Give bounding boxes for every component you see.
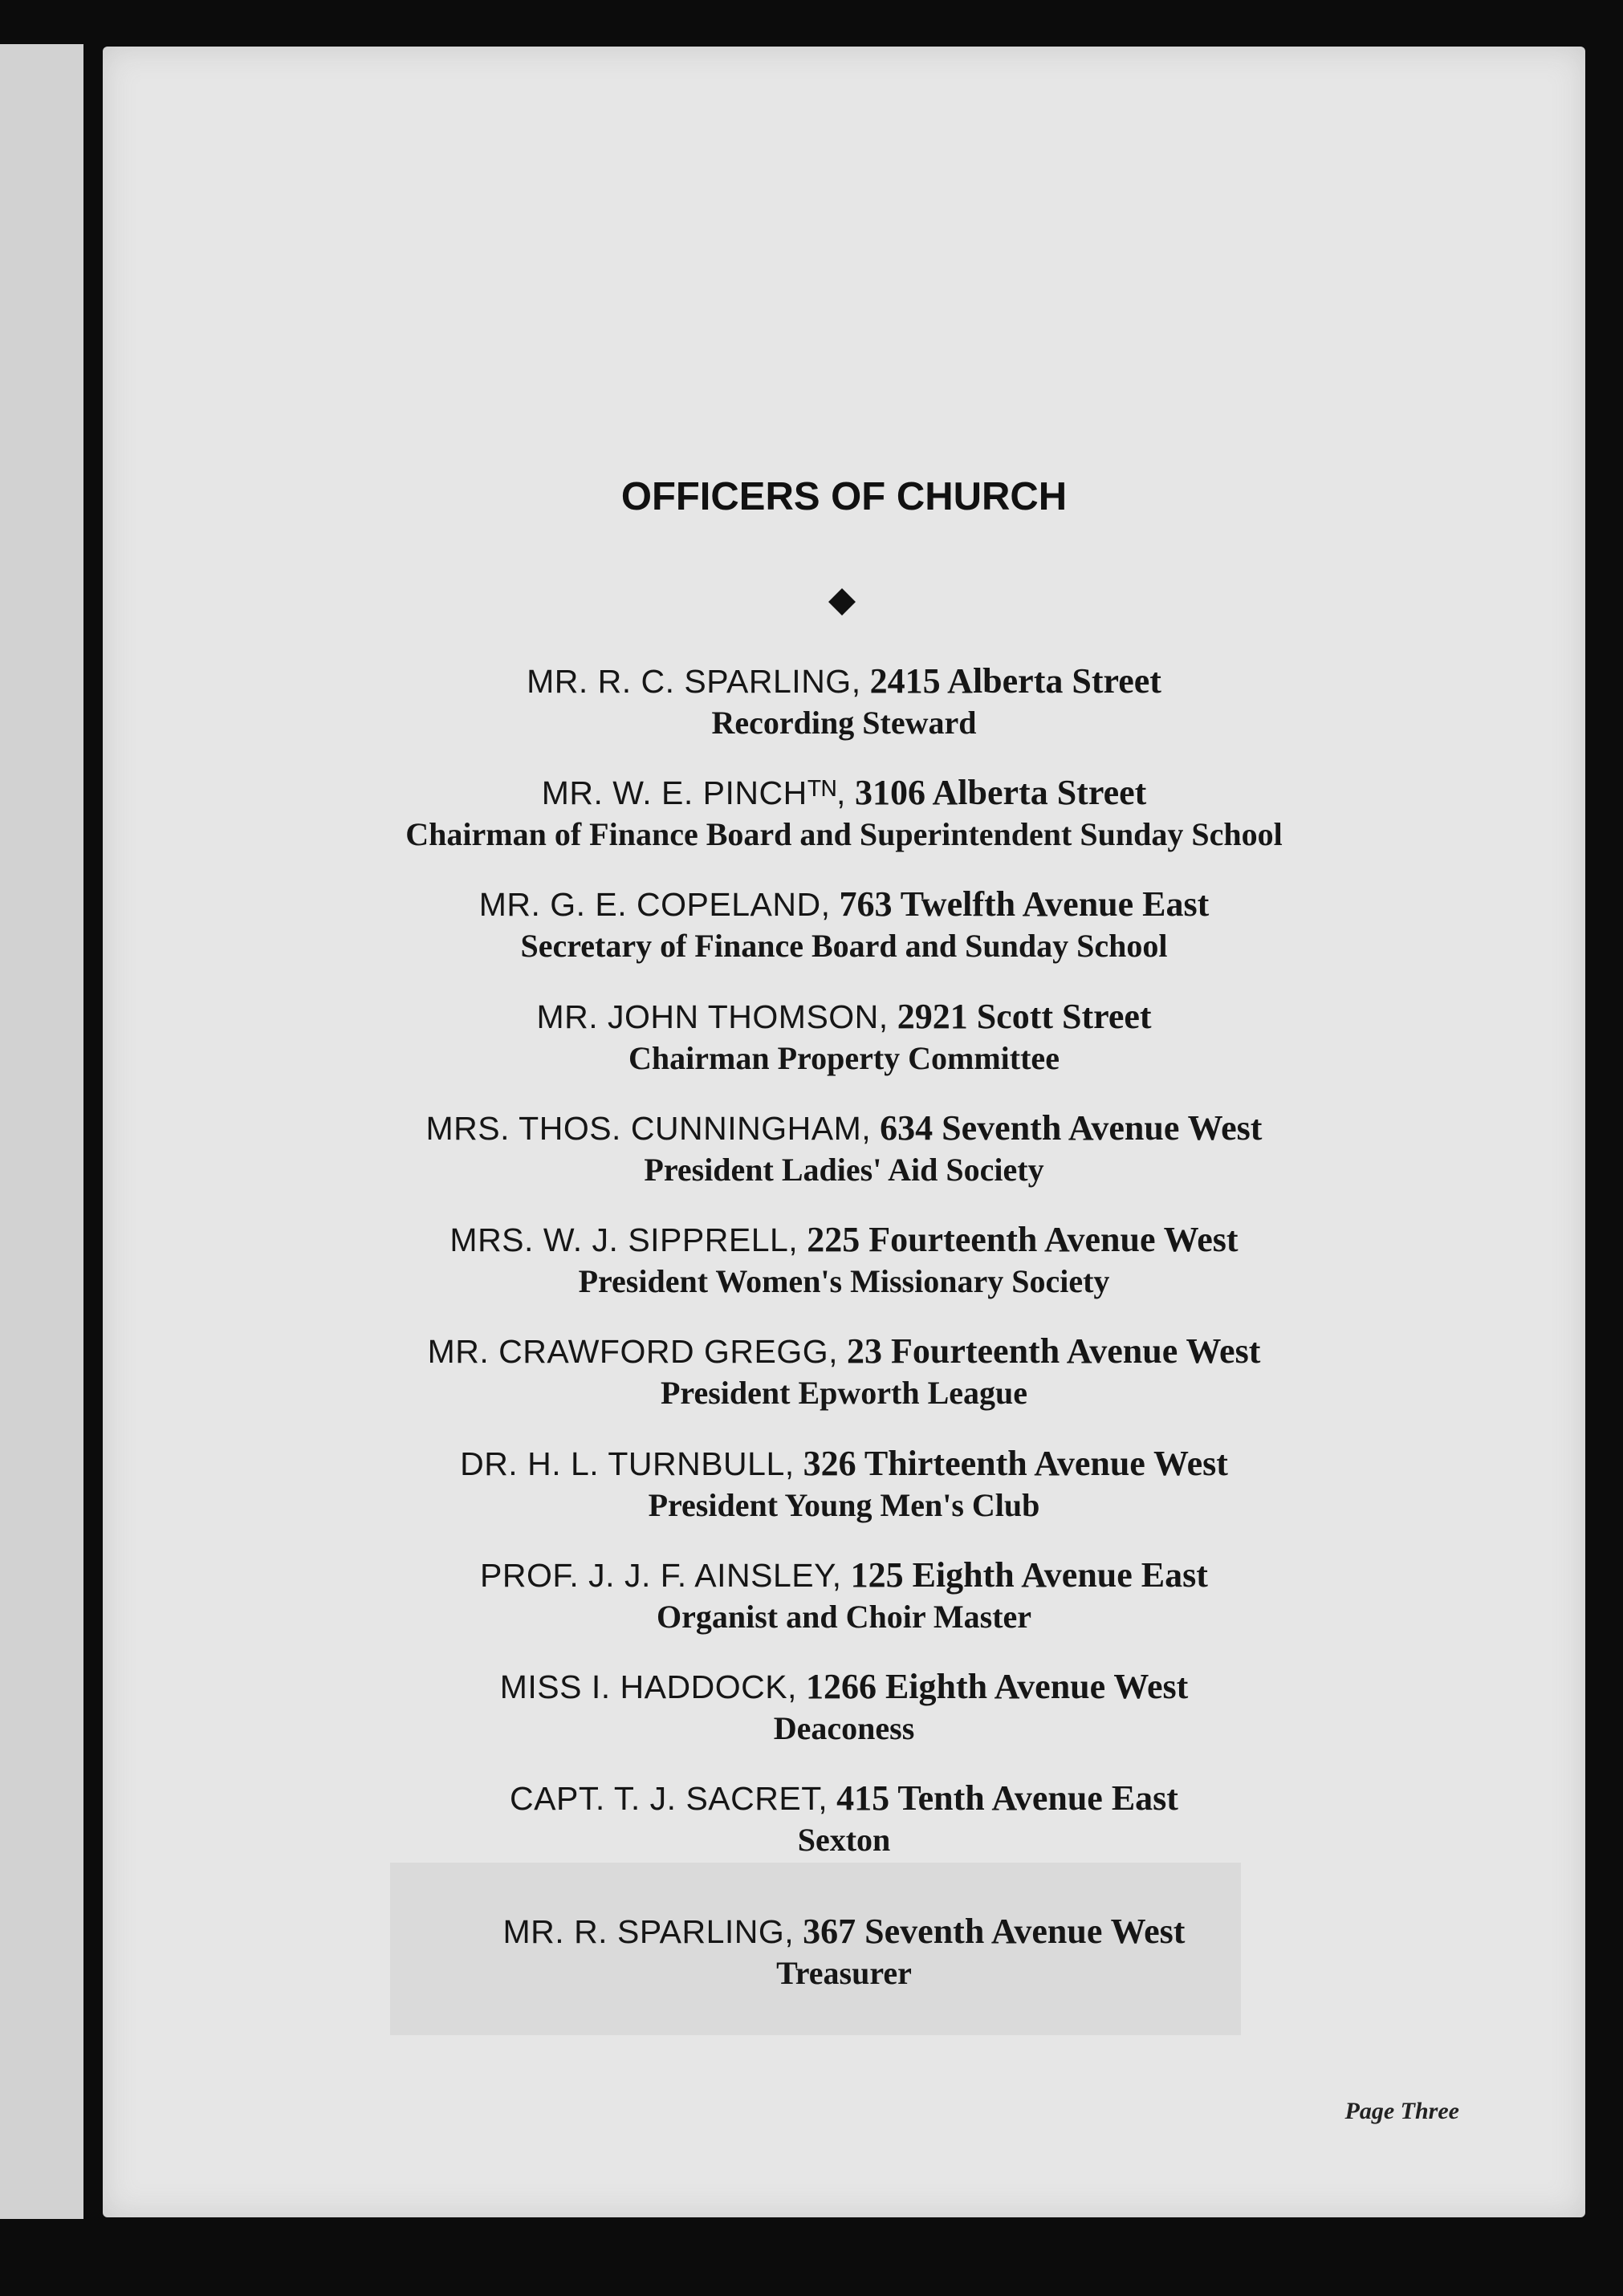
officer-role: President Ladies' Aid Society (644, 1152, 1044, 1188)
officer-name-line (103, 1778, 1585, 1819)
officer-role: Organist and Choir Master (656, 1599, 1032, 1635)
officer-entry (103, 884, 1585, 967)
officer-name: MR. G. E. COPELAND, (478, 886, 831, 923)
officer-address: 1266 Eighth Avenue West (805, 1667, 1189, 1706)
officer-role: Recording Steward (711, 705, 977, 741)
officer-entry (103, 1219, 1585, 1302)
page-title: OFFICERS OF CHURCH (620, 475, 1068, 518)
officer-name-line (103, 660, 1585, 702)
officer-name: MR. R. SPARLING, (502, 1913, 795, 1950)
officer-role: Chairman of Finance Board and Superintendent Sunday School (405, 816, 1283, 852)
officer-name-line (103, 1666, 1585, 1708)
officer-name: DR. H. L. TURNBULL, (460, 1445, 795, 1482)
officer-name-line (103, 772, 1585, 814)
officer-address: 2921 Scott Street (897, 997, 1152, 1036)
officer-name-line (103, 1331, 1585, 1372)
officer-address: 763 Twelfth Avenue East (839, 884, 1210, 924)
officer-entry (103, 1778, 1585, 1861)
officer-entry (103, 1554, 1585, 1638)
document-page (103, 47, 1585, 2217)
officer-address: 2415 Alberta Street (869, 661, 1161, 701)
page-number: Page Three (1344, 2098, 1459, 2124)
officer-name-line (103, 1554, 1585, 1596)
officer-role: Sexton (797, 1822, 891, 1858)
officer-role: President Women's Missionary Society (578, 1263, 1110, 1299)
officer-name: MRS. THOS. CUNNINGHAM, (425, 1110, 872, 1147)
officer-name: MR. JOHN THOMSON, (536, 998, 889, 1035)
officer-address: 125 Eighth Avenue East (850, 1555, 1208, 1595)
officer-role: Chairman Property Committee (628, 1040, 1060, 1076)
diamond-ornament-icon (828, 588, 856, 616)
officer-address: 326 Thirteenth Avenue West (803, 1444, 1228, 1483)
officer-name-line (103, 996, 1585, 1038)
officer-address: 415 Tenth Avenue East (836, 1778, 1178, 1818)
officer-name: MRS. W. J. SIPPRELL, (449, 1221, 799, 1258)
officer-name: MR. R. C. SPARLING, (527, 663, 861, 700)
officer-entry (103, 1443, 1585, 1526)
officer-entry (103, 772, 1585, 855)
officer-name-line (103, 1107, 1585, 1149)
officer-entry (103, 1107, 1585, 1191)
officer-role: President Epworth League (660, 1375, 1028, 1411)
officer-role: President Young Men's Club (648, 1487, 1040, 1523)
officer-name: PROF. J. J. F. AINSLEY, (480, 1557, 842, 1594)
officer-role: Treasurer (776, 1955, 912, 1991)
officer-role: Deaconess (773, 1710, 915, 1746)
officer-name-line (103, 884, 1585, 925)
officer-address: 225 Fourteenth Avenue West (807, 1220, 1239, 1259)
officer-address: 634 Seventh Avenue West (880, 1108, 1263, 1148)
officer-name-line (103, 1443, 1585, 1485)
officer-entry (103, 660, 1585, 744)
officer-name: MR. CRAWFORD GREGG, (427, 1333, 838, 1370)
adjacent-page-edge (0, 44, 83, 2219)
officer-address: 3106 Alberta Street (854, 773, 1147, 812)
officer-role: Secretary of Finance Board and Sunday School (520, 928, 1168, 964)
officer-entry-treasurer (103, 1911, 1585, 1994)
officer-address: 23 Fourteenth Avenue West (847, 1331, 1261, 1371)
officer-name: MR. W. E. PINCHᵀᴺ, (541, 774, 846, 811)
officer-address: 367 Seventh Avenue West (803, 1912, 1186, 1951)
officer-name: CAPT. T. J. SACRET, (510, 1780, 828, 1817)
officer-entry (103, 1666, 1585, 1749)
officer-name: MISS I. HADDOCK, (499, 1668, 797, 1705)
officer-name-line (103, 1911, 1585, 1953)
officer-entry (103, 996, 1585, 1079)
officer-name-line (103, 1219, 1585, 1261)
officer-entry (103, 1331, 1585, 1414)
